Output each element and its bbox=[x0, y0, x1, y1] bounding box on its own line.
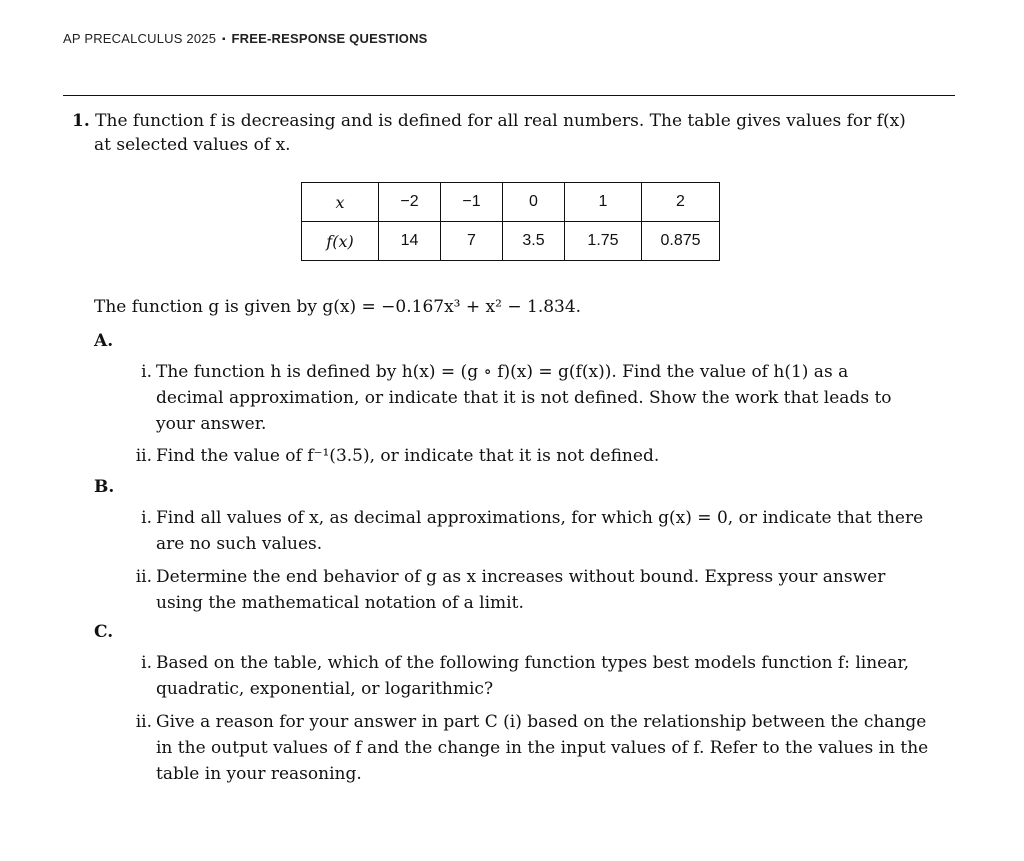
page-header bbox=[63, 31, 428, 46]
question-intro-line2: at selected values of x. bbox=[94, 135, 291, 155]
text-line: using the mathematical notation of a limit. bbox=[156, 593, 524, 613]
table-cell: 14 bbox=[379, 222, 441, 261]
header-separator: ▪ bbox=[221, 34, 226, 45]
table-row-fx bbox=[302, 222, 720, 261]
table-cell: 7 bbox=[441, 222, 503, 261]
part-a-i-text bbox=[156, 359, 956, 437]
text-line: Determine the end behavior of g as x increases without bound. Express your answer bbox=[156, 567, 886, 587]
part-a-i-num: i. bbox=[141, 362, 152, 382]
table-cell: x bbox=[302, 183, 379, 222]
table-cell: 2 bbox=[642, 183, 720, 222]
table-cell: 0 bbox=[503, 183, 565, 222]
question-number: 1. bbox=[72, 111, 90, 131]
table-cell: 1.75 bbox=[565, 222, 642, 261]
table-row-x bbox=[302, 183, 720, 222]
table-cell: 3.5 bbox=[503, 222, 565, 261]
part-b-ii-text bbox=[156, 564, 956, 616]
text-line: Give a reason for your answer in part C (i) based on the relationship between the change bbox=[156, 712, 927, 732]
header-course: AP PRECALCULUS 2025 bbox=[63, 31, 217, 46]
table-cell: 1 bbox=[565, 183, 642, 222]
part-b-ii-num: ii. bbox=[135, 567, 152, 587]
table-cell: −2 bbox=[379, 183, 441, 222]
part-b-label: B. bbox=[94, 477, 115, 497]
table-cell: 0.875 bbox=[642, 222, 720, 261]
text-line: table in your reasoning. bbox=[156, 764, 362, 784]
text-line: decimal approximation, or indicate that it is not defined. Show the work that leads to bbox=[156, 388, 892, 408]
part-c-ii-num: ii. bbox=[135, 712, 152, 732]
part-b-i-num: i. bbox=[141, 508, 152, 528]
part-a-label: A. bbox=[94, 331, 114, 351]
header-section: FREE-RESPONSE QUESTIONS bbox=[231, 31, 428, 46]
text-line: Find all values of x, as decimal approximations, for which g(x) = 0, or indicate that there bbox=[156, 508, 924, 528]
question-intro bbox=[72, 109, 952, 133]
text-line: Find the value of f⁻¹(3.5), or indicate that it is not defined. bbox=[156, 446, 660, 466]
part-a-ii-text bbox=[156, 443, 956, 469]
table-cell: −1 bbox=[441, 183, 503, 222]
text-line: in the output values of f and the change in the input values of f. Refer to the values in the bbox=[156, 738, 929, 758]
part-a-ii-num: ii. bbox=[135, 446, 152, 466]
text-line: your answer. bbox=[156, 414, 267, 434]
part-b-i-text bbox=[156, 505, 956, 557]
table-cell: f(x) bbox=[302, 222, 379, 261]
header-rule bbox=[63, 95, 955, 96]
g-definition: The function g is given by g(x) = −0.167x³ + x² − 1.834. bbox=[94, 297, 582, 317]
text-line: quadratic, exponential, or logarithmic? bbox=[156, 679, 494, 699]
part-c-ii-text bbox=[156, 709, 956, 787]
part-c-label: C. bbox=[94, 622, 114, 642]
question-intro-line1: The function f is decreasing and is defined for all real numbers. The table gives values for f(x) bbox=[95, 111, 906, 131]
values-table bbox=[301, 182, 720, 261]
text-line: Based on the table, which of the following function types best models function f: linear, bbox=[156, 653, 910, 673]
text-line: The function h is defined by h(x) = (g ∘ f)(x) = g(f(x)). Find the value of h(1) as a bbox=[156, 362, 849, 382]
part-c-i-num: i. bbox=[141, 653, 152, 673]
part-c-i-text bbox=[156, 650, 956, 702]
text-line: are no such values. bbox=[156, 534, 323, 554]
